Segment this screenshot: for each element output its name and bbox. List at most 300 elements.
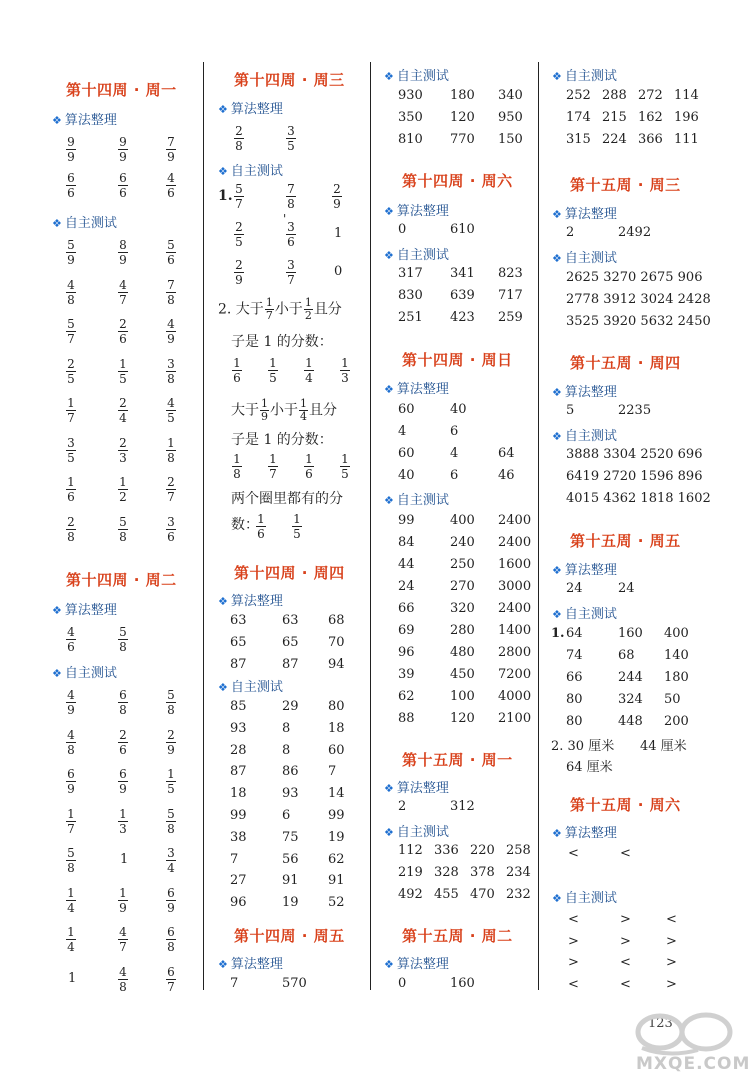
number-cell: 312 [450, 799, 475, 814]
denominator: 8 [67, 529, 75, 544]
subsection-label: 自主测试 [564, 607, 617, 622]
number-cell: 258 [506, 843, 531, 858]
fraction [232, 356, 242, 385]
fraction [66, 846, 76, 875]
denominator: 9 [261, 410, 268, 423]
text-line: 2. 30 厘米 [551, 739, 615, 754]
subsection-label: 自主测试 [64, 666, 117, 681]
numerator: 6 [119, 688, 127, 702]
number-cell: 96 [398, 645, 415, 660]
number-cell: 91 [282, 873, 299, 889]
numerator: 6 [119, 171, 127, 185]
number-cell: < [620, 955, 631, 970]
number-cell: 75 [282, 829, 299, 845]
numerator: 1 [261, 397, 268, 410]
numerator: 1 [304, 296, 312, 309]
number-cell: 14 [328, 786, 345, 802]
denominator: 9 [167, 742, 175, 757]
subsection-label: 算法整理 [230, 957, 283, 972]
fraction [340, 356, 350, 385]
denominator: 8 [119, 529, 127, 544]
numerator: 3 [167, 846, 175, 860]
number-cell: > [666, 955, 677, 970]
number-cell: 27 [230, 873, 247, 889]
number-cell: 2400 [498, 513, 532, 528]
numerator: 6 [167, 964, 175, 979]
denominator: 8 [119, 703, 127, 717]
fraction [118, 625, 128, 654]
subsection-heading [52, 599, 117, 618]
fraction [234, 220, 244, 249]
number-cell: 6 [450, 424, 459, 439]
number-cell: 830 [398, 288, 423, 303]
denominator: 9 [167, 332, 175, 346]
denominator: 9 [167, 150, 175, 164]
number-cell: 140 [664, 648, 689, 663]
number-cell: 65 [282, 635, 299, 650]
fraction [118, 807, 128, 836]
number-cell: 196 [674, 110, 699, 125]
text-line: 子是 1 的分数： [231, 432, 333, 448]
column-divider [203, 62, 204, 990]
fraction [234, 182, 244, 211]
fraction [66, 171, 76, 200]
fraction [118, 925, 128, 954]
numerator: 4 [119, 277, 127, 292]
number-cell: 324 [618, 692, 643, 707]
number-cell: 60 [398, 446, 415, 461]
subsection-heading [384, 65, 449, 84]
diamond-icon: ❖ [552, 430, 562, 443]
fraction [66, 807, 76, 836]
numerator: 4 [67, 277, 75, 292]
denominator: 6 [119, 742, 127, 757]
number-cell: 492 [398, 887, 423, 902]
number-row: 2778 3912 3024 2428 [566, 292, 711, 307]
denominator: 8 [287, 197, 295, 211]
number-cell: 174 [566, 110, 591, 125]
number-cell: 244 [618, 670, 643, 685]
number-cell: < [568, 846, 579, 861]
diamond-icon: ❖ [384, 958, 394, 971]
diamond-icon: ❖ [218, 681, 228, 694]
text-line: 子是 1 的分数： [231, 334, 333, 350]
number-cell: 94 [328, 657, 345, 672]
denominator: 7 [167, 979, 175, 994]
section-title: 第十四周 · 周一 [66, 81, 177, 99]
numerator: 3 [67, 435, 75, 450]
fraction [166, 357, 176, 386]
denominator: 8 [167, 292, 175, 307]
fraction [166, 317, 176, 346]
fraction [166, 436, 176, 465]
denominator: 6 [167, 186, 175, 200]
number-cell: < [620, 846, 631, 861]
number-cell: 570 [282, 976, 307, 991]
denominator: 8 [119, 640, 127, 654]
watermark-logo [598, 1008, 750, 1086]
subsection-heading [552, 425, 617, 444]
subsection-heading [552, 381, 617, 400]
numerator: 4 [67, 727, 75, 742]
numerator: 1 [341, 452, 349, 466]
numerator: 8 [119, 238, 127, 252]
fraction [66, 135, 76, 164]
denominator: 4 [300, 410, 307, 423]
denominator: 9 [67, 253, 75, 267]
number-cell: 280 [450, 623, 475, 638]
number-cell: 111 [674, 132, 699, 147]
denominator: 5 [167, 411, 175, 425]
numerator: 1 [67, 885, 75, 900]
numerator: 4 [119, 925, 127, 939]
number-cell: 2100 [498, 711, 532, 726]
numerator: 1 [167, 435, 175, 450]
denominator: 7 [235, 197, 243, 211]
number-cell: 234 [506, 865, 531, 880]
section-title: 第十五周 · 周三 [570, 176, 681, 194]
text-fragment: 大于 [231, 402, 259, 419]
denominator: 8 [67, 861, 75, 875]
number-cell: 87 [282, 657, 299, 672]
number-cell: 270 [450, 579, 475, 594]
text-fragment: 2. 大于 [218, 301, 264, 318]
fraction [166, 171, 176, 200]
number-cell: 64 [498, 446, 515, 461]
number-cell: 450 [450, 667, 475, 682]
subsection-heading [52, 109, 117, 128]
subsection-label: 算法整理 [564, 385, 617, 400]
numerator: 1 [269, 356, 277, 370]
question-number: 1. [218, 188, 233, 204]
section-title: 第十五周 · 周二 [402, 927, 513, 945]
diamond-icon: ❖ [52, 114, 62, 127]
fraction [166, 238, 176, 267]
fraction [166, 846, 176, 875]
subsection-heading [218, 98, 283, 117]
numerator: 1 [67, 475, 75, 489]
numerator: 7 [167, 135, 175, 149]
numerator: 5 [119, 625, 127, 639]
fraction [66, 357, 76, 386]
number-cell: 50 [664, 692, 681, 707]
denominator: 9 [167, 900, 175, 915]
number-cell: 65 [230, 635, 247, 650]
number-cell: 341 [450, 266, 475, 281]
number-cell: 455 [434, 887, 459, 902]
denominator: 7 [167, 490, 175, 504]
question-number: 1. [551, 626, 565, 641]
numerator: 3 [167, 356, 175, 371]
number-row: 4015 4362 1818 1602 [566, 491, 711, 506]
number-cell: 6 [282, 808, 291, 823]
fraction [118, 357, 128, 386]
numerator: 3 [287, 258, 295, 272]
diamond-icon: ❖ [218, 103, 228, 116]
number-cell: 1 [120, 852, 129, 867]
column-divider [538, 62, 539, 990]
fraction [234, 258, 244, 287]
fraction [286, 220, 296, 249]
subsection-heading [218, 676, 283, 695]
number-cell: 328 [434, 865, 459, 880]
subsection-label: 自主测试 [564, 69, 617, 84]
numerator: 1 [269, 452, 277, 466]
numerator: 2 [67, 514, 75, 529]
numerator: 1 [305, 356, 313, 370]
page-number: 123 [648, 1016, 673, 1031]
number-cell: 62 [328, 851, 345, 867]
subsection-label: 自主测试 [564, 891, 617, 906]
number-cell: 639 [450, 288, 475, 303]
numerator: 7 [287, 182, 295, 196]
number-cell: 480 [450, 645, 475, 660]
subsection-heading [552, 603, 617, 622]
fraction [268, 452, 278, 481]
fraction [166, 886, 176, 915]
denominator: 6 [119, 186, 127, 200]
numerator: 4 [67, 625, 75, 639]
denominator: 7 [67, 332, 75, 346]
number-cell: 60 [328, 742, 345, 758]
denominator: 5 [235, 235, 243, 249]
denominator: 4 [67, 900, 75, 915]
number-cell: 40 [398, 468, 415, 483]
number-cell: 288 [602, 88, 627, 103]
text-fragment: 小于 [270, 402, 298, 419]
number-cell: 7 [328, 764, 337, 780]
denominator: 9 [67, 703, 75, 717]
numerator: 5 [167, 806, 175, 821]
numerator: 4 [167, 396, 175, 410]
number-cell: 823 [498, 266, 523, 281]
diamond-icon: ❖ [384, 494, 394, 507]
number-cell: < [568, 976, 579, 992]
number-cell: 2 [398, 799, 407, 814]
denominator: 8 [67, 292, 75, 307]
denominator: 6 [67, 186, 75, 200]
number-cell: 1 [68, 970, 77, 986]
denominator: 6 [67, 640, 75, 654]
fraction [118, 886, 128, 915]
number-cell: 70 [328, 635, 345, 650]
diamond-icon: ❖ [384, 70, 394, 83]
numerator: 1 [67, 396, 75, 410]
diamond-icon: ❖ [552, 386, 562, 399]
denominator: 7 [119, 940, 127, 954]
number-cell: > [620, 933, 631, 949]
inline-fraction [260, 398, 269, 423]
number-cell: 7 [230, 851, 239, 867]
subsection-label: 算法整理 [230, 102, 283, 117]
subsection-label: 算法整理 [396, 204, 449, 219]
denominator: 9 [119, 253, 127, 267]
section-title: 第十四周 · 周日 [402, 351, 513, 369]
number-row: 6419 2720 1596 896 [566, 469, 703, 484]
denominator: 3 [119, 821, 127, 836]
fraction [66, 238, 76, 267]
number-cell: 320 [450, 601, 475, 616]
numerator: 5 [67, 238, 75, 252]
subsection-label: 自主测试 [564, 429, 617, 444]
number-cell: 378 [470, 865, 495, 880]
subsection-heading [552, 247, 617, 266]
number-cell: > [568, 933, 579, 949]
denominator: 6 [119, 332, 127, 346]
fraction [166, 515, 176, 544]
numerator: 5 [67, 846, 75, 860]
number-cell: 39 [398, 667, 415, 682]
numerator: 6 [167, 885, 175, 900]
diamond-icon: ❖ [218, 595, 228, 608]
number-cell: 93 [282, 786, 299, 802]
subsection-heading [218, 160, 283, 179]
numerator: 6 [67, 171, 75, 185]
denominator: 8 [119, 979, 127, 994]
fraction [118, 767, 128, 796]
number-cell: 86 [282, 764, 299, 780]
denominator: 5 [167, 782, 175, 796]
subsection-label: 自主测试 [396, 69, 449, 84]
denominator: 5 [67, 371, 75, 386]
number-cell: 259 [498, 310, 523, 325]
number-cell: 180 [664, 670, 689, 685]
number-cell: 717 [498, 288, 523, 303]
number-cell: 810 [398, 132, 423, 147]
numerator: 2 [119, 727, 127, 742]
denominator: 9 [67, 782, 75, 796]
fraction [66, 886, 76, 915]
numerator: 1 [233, 356, 241, 370]
number-cell: 930 [398, 88, 423, 103]
number-cell: 0 [398, 222, 407, 237]
denominator: 5 [119, 371, 127, 386]
numerator: 3 [167, 514, 175, 529]
number-cell: 100 [450, 689, 475, 704]
fraction [118, 515, 128, 544]
fraction [304, 452, 314, 481]
denominator: 8 [167, 940, 175, 954]
number-cell: 19 [282, 895, 299, 911]
number-cell: 5 [566, 403, 575, 418]
number-cell: 91 [328, 873, 345, 889]
watermark-text: MXQE.COM [636, 1054, 750, 1074]
denominator: 7 [67, 411, 75, 425]
number-cell: 56 [282, 851, 299, 867]
number-cell: 24 [618, 581, 635, 596]
numerator: 2 [67, 356, 75, 371]
number-cell: 64 [566, 626, 583, 641]
subsection-label: 自主测试 [230, 164, 283, 179]
numerator: 5 [67, 317, 75, 331]
numerator: 9 [67, 135, 75, 149]
number-cell: 44 [398, 557, 415, 572]
subsection-label: 算法整理 [64, 603, 117, 618]
fraction [66, 396, 76, 425]
number-cell: 4 [450, 446, 459, 461]
diamond-icon: ❖ [552, 70, 562, 83]
denominator: 2 [304, 309, 312, 322]
fraction [166, 278, 176, 307]
number-cell: 0 [334, 264, 343, 279]
denominator: 3 [341, 371, 349, 385]
fraction [118, 278, 128, 307]
number-cell: 19 [328, 829, 345, 845]
denominator: 5 [287, 139, 295, 153]
subsection-heading [384, 378, 449, 397]
number-cell: 2800 [498, 645, 532, 660]
text-fragment: 且分 [309, 402, 337, 419]
numerator: 1 [300, 397, 307, 410]
fraction [118, 436, 128, 465]
number-cell: 7200 [498, 667, 532, 682]
denominator: 5 [269, 371, 277, 385]
denominator: 2 [119, 490, 127, 504]
fraction [118, 135, 128, 164]
diamond-icon: ❖ [384, 782, 394, 795]
number-cell: 4 [398, 424, 407, 439]
subsection-label: 自主测试 [64, 216, 117, 231]
numerator: 5 [167, 238, 175, 252]
number-cell: 350 [398, 110, 423, 125]
fraction [166, 475, 176, 504]
number-cell: 160 [450, 976, 475, 991]
number-cell: 112 [398, 843, 423, 858]
denominator: 6 [167, 529, 175, 544]
denominator: 9 [119, 150, 127, 164]
number-cell: 120 [450, 711, 475, 726]
fraction [268, 356, 278, 385]
subsection-heading [384, 777, 449, 796]
denominator: 7 [269, 467, 277, 481]
number-cell: > [666, 933, 677, 949]
number-cell: 317 [398, 266, 423, 281]
number-cell: 24 [566, 581, 583, 596]
numerator: 4 [167, 317, 175, 331]
number-cell: 28 [230, 742, 247, 758]
numerator: 1 [67, 925, 75, 939]
number-cell: 400 [450, 513, 475, 528]
number-cell: 66 [566, 670, 583, 685]
fraction [232, 452, 242, 481]
fraction [286, 124, 296, 153]
fraction [340, 452, 350, 481]
numerator: 9 [119, 135, 127, 149]
section-title: 第十五周 · 周五 [570, 532, 681, 550]
number-cell: 84 [398, 535, 415, 550]
number-cell: 2235 [618, 403, 652, 418]
numerator: 1 [67, 806, 75, 821]
diamond-icon: ❖ [552, 208, 562, 221]
number-cell: 8 [282, 720, 291, 736]
subsection-label: 算法整理 [64, 113, 117, 128]
text-fragment: 小于 [274, 301, 303, 318]
number-cell: 80 [328, 699, 345, 714]
numerator: 4 [119, 964, 127, 979]
number-cell: 366 [638, 132, 663, 147]
numerator: 1 [119, 806, 127, 821]
number-cell: 120 [450, 110, 475, 125]
number-cell: 315 [566, 132, 591, 147]
number-row: 2625 3270 2675 906 [566, 270, 703, 285]
fraction [166, 965, 176, 994]
number-cell: < [568, 912, 579, 927]
denominator: 8 [235, 139, 243, 153]
number-cell: 18 [230, 786, 247, 802]
number-cell: 160 [618, 626, 643, 641]
subsection-label: 自主测试 [396, 493, 449, 508]
subsection-heading [218, 953, 283, 972]
